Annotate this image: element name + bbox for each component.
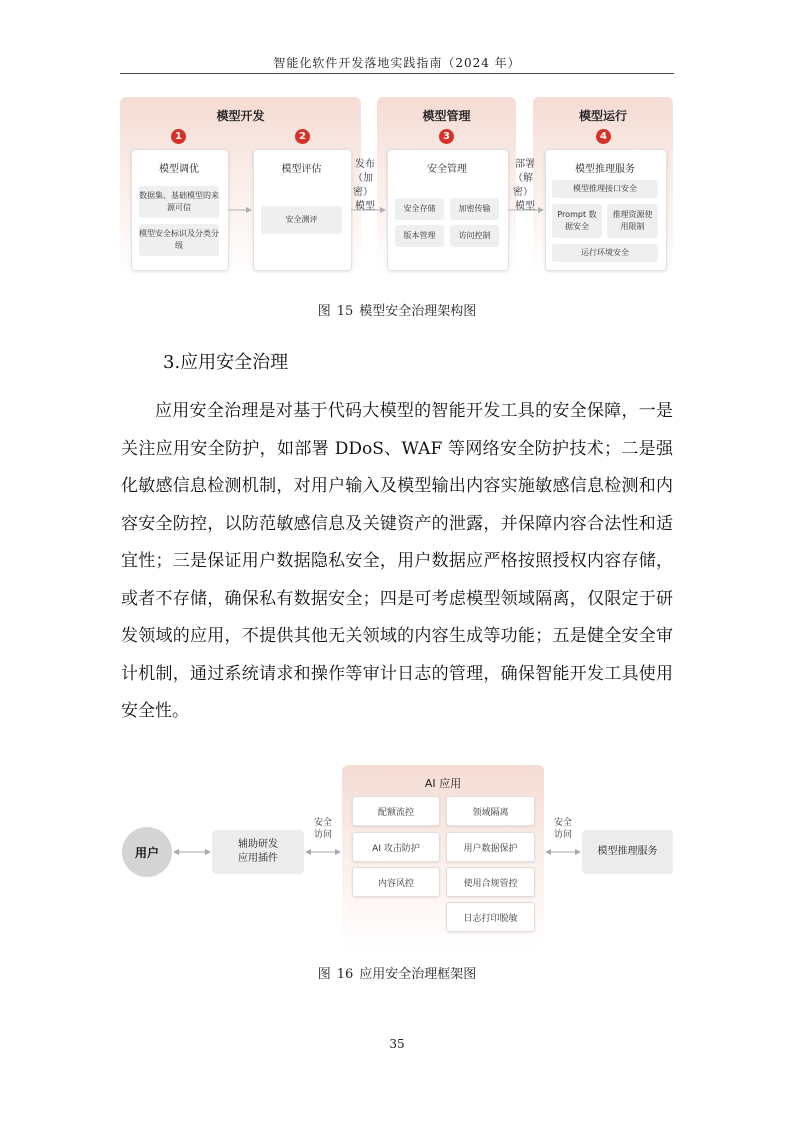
chip-model-security-label: 模型安全标识及分类分级	[139, 224, 219, 256]
step-number-badge: 2	[295, 129, 310, 144]
secure-access-label-left: 安全 访问	[313, 818, 332, 840]
chip-data-source-trust: 数据集、基础模型的来源可信	[139, 186, 219, 218]
secure-access-label-right: 安全 访问	[553, 818, 572, 840]
panel-title: 模型调优	[159, 164, 199, 175]
figure-15-connectors	[0, 0, 794, 330]
stage-title: 模型运行	[578, 109, 627, 123]
stage-title: 模型管理	[422, 109, 471, 123]
chip-version-management: 版本管理	[395, 225, 444, 247]
step-number-badge: 1	[171, 129, 186, 144]
transition-deploy-decrypted: 部署 （解密） 模型	[513, 159, 535, 212]
chip-inference-resource-limit: 推理资源使用限制	[607, 204, 658, 238]
stage-title: 模型开发	[216, 109, 265, 123]
chip-user-data-protection: 用户数据保护	[446, 832, 535, 862]
chip-usage-compliance: 使用合规管控	[446, 867, 535, 897]
step-number-badge: 3	[439, 129, 454, 144]
panel-title: 模型评估	[281, 164, 322, 175]
transition-publish-encrypted: 发布 （加密） 模型	[353, 159, 375, 212]
chip-quota-flow-control: 配额流控	[352, 796, 440, 826]
chip-log-desensitization: 日志打印脱敏	[446, 902, 535, 932]
chip-prompt-data-security: Prompt 数据安全	[552, 204, 602, 238]
chip-domain-isolation: 领域隔离	[446, 796, 535, 826]
panel-title: 安全管理	[427, 164, 467, 175]
chip-ai-attack-protection: AI 攻击防护	[352, 832, 440, 862]
chip-content-risk-control: 内容风控	[352, 867, 440, 897]
user-node: 用户	[122, 827, 172, 877]
section-title: 3.应用安全治理	[163, 352, 289, 373]
chip-encrypted-transfer: 加密传输	[450, 198, 499, 220]
figure-16	[0, 760, 794, 960]
page-number: 35	[389, 1037, 405, 1051]
inference-service-node: 模型推理服务	[582, 830, 673, 874]
chip-inference-api-security: 模型推理接口安全	[552, 180, 658, 198]
plugin-node: 辅助研发 应用插件	[212, 830, 304, 874]
chip-secure-storage: 安全存储	[395, 198, 444, 220]
panel-title: 模型推理服务	[575, 164, 635, 175]
figure-15	[0, 0, 794, 330]
figure-16-connectors	[0, 760, 794, 960]
chip-access-control: 访问控制	[450, 225, 499, 247]
figure-16-caption: 图 16 应用安全治理框架图	[317, 967, 477, 982]
body-paragraph: 应用安全治理是对基于代码大模型的智能开发工具的安全保障，一是关注应用安全防护，如部署 DDoS、WAF 等网络安全防护技术；二是强化敏感信息检测机制，对用户输入及模型输出内容实施敏感信息检测和内容安全防控，以防范敏感信息及关键资产的泄露，并保障内容合法性和适宜性；三是保证用户数据隐私安全，用户数据应严格按照授权内容存储，或者不存储，确保私有数据安全；四是可考虑模型领域隔离，仅限定于研发领域的应用，不提供其他无关领域的内容生成等功能；五是健全安全审计机制，通过系统请求和操作等审计日志的管理，确保智能开发工具使用安全性。	[121, 401, 673, 721]
running-header: 智能化软件开发落地实践指南（2024 年）	[273, 56, 521, 70]
step-number-badge: 4	[596, 129, 611, 144]
figure-15-caption: 图 15 模型安全治理架构图	[317, 304, 477, 319]
chip-runtime-environment-security: 运行环境安全	[552, 244, 658, 262]
chip-security-evaluation: 安全测评	[261, 206, 342, 234]
ai-application-title: AI 应用	[424, 777, 462, 790]
